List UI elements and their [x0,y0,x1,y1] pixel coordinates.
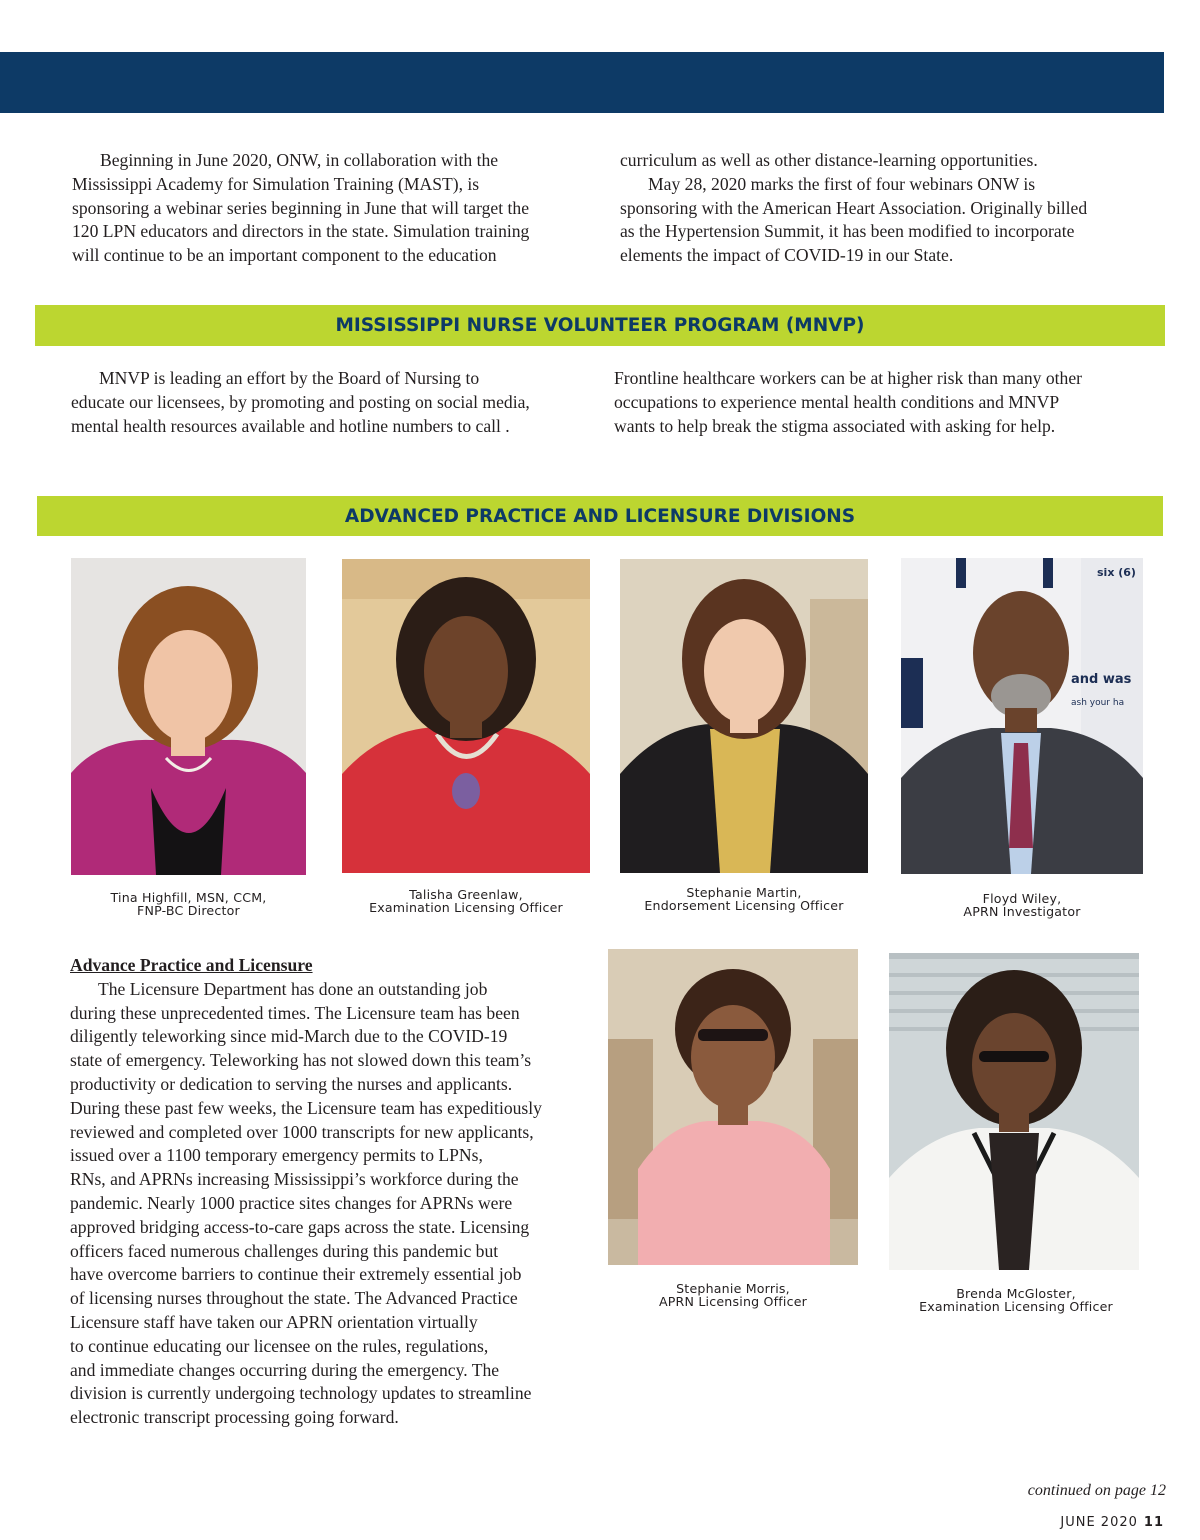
caption-title: Examination Licensing Officer [369,899,563,915]
licensure-line: officers faced numerous challenges during this pandemic but [70,1240,499,1261]
caption-tina-highfill [71,892,306,917]
mnvp-right-line: Frontline healthcare workers can be at higher risk than many other [614,368,1083,388]
intro-right-line: curriculum as well as other distance-learning opportunities. [620,150,1038,170]
caption-title: FNP-BC Director [137,902,240,918]
licensure-line: reviewed and completed over 1000 transcripts for new applicants, [70,1121,534,1142]
caption-floyd-wiley [901,893,1143,918]
mnvp-right-line: occupations to experience mental health conditions and MNVP [614,391,1060,412]
mnvp-left-column [71,367,601,438]
licensure-line: diligently teleworking since mid-March due to the COVID-19 [70,1026,508,1047]
intro-left-line: Beginning in June 2020, ONW, in collaboration with the [100,150,499,170]
licensure-line: productivity or dedication to serving the nurses and applicants. [70,1073,513,1094]
photo-tina-highfill [71,558,306,875]
licensure-line: during these unprecedented times. The Licensure team has been [70,1002,520,1023]
intro-left-line: will continue to be an important component to the education [72,245,497,266]
licensure-line: to continue educating our licensee on the rules, regulations, [70,1335,489,1356]
licensure-line: division is currently undergoing technology updates to streamline [70,1383,532,1404]
licensure-line: During these past few weeks, the Licensure team has expeditiously [70,1097,542,1118]
photo-talisha-greenlaw [342,559,590,873]
mnvp-heading-band [35,305,1165,346]
licensure-line: electronic transcript processing going forward. [70,1407,399,1428]
licensure-line: Licensure staff have taken our APRN orientation virtually [70,1311,478,1332]
licensure-line: and immediate changes occurring during the emergency. The [70,1359,500,1380]
poster-text-small: ash your ha [1071,698,1125,708]
caption-title: Examination Licensing Officer [919,1298,1113,1314]
caption-name: Talisha Greenlaw, [409,887,523,902]
caption-stephanie-morris [608,1283,858,1308]
intro-left-line: sponsoring a webinar series beginning in June that will target the [72,197,530,218]
caption-title: Endorsement Licensing Officer [644,897,844,913]
licensure-line: state of emergency. Teleworking has not slowed down this team’s [70,1050,532,1071]
licensure-line: have overcome barriers to continue their extremely essential job [70,1264,522,1285]
intro-right-column [620,149,1160,268]
intro-left-line: Mississippi Academy for Simulation Training (MAST), is [72,173,480,194]
advanced-heading-band [37,496,1163,536]
mnvp-left-line: mental health resources available and hotline numbers to call . [71,415,510,436]
intro-left-column [72,149,592,268]
licensure-line: issued over a 1100 temporary emergency permits to LPNs, [70,1145,483,1166]
licensure-article [70,954,600,1430]
caption-name: Stephanie Martin, [686,885,802,900]
page-number: 11 [1143,1515,1164,1530]
poster-text-top: six (6) [1097,566,1136,579]
licensure-line: The Licensure Department has done an outstanding job [98,978,488,999]
licensure-line: of licensing nurses throughout the state. The Advanced Practice [70,1288,518,1309]
continued-note: continued on page 12 [1027,1482,1166,1499]
caption-name: Tina Highfill, MSN, CCM, [110,890,267,905]
intro-right-line: sponsoring with the American Heart Association. Originally billed [620,197,1088,218]
caption-talisha-greenlaw [342,889,590,914]
licensure-line: approved bridging access-to-care gaps across the state. Licensing [70,1216,530,1237]
intro-right-line: elements the impact of COVID-19 in our State. [620,245,954,266]
advanced-heading: ADVANCED PRACTICE AND LICENSURE DIVISIONS [344,505,856,527]
licensure-subheading: Advance Practice and Licensure [70,955,313,975]
photo-brenda-mcgloster [889,953,1139,1270]
caption-name: Brenda McGloster, [956,1286,1076,1301]
mnvp-heading: MISSISSIPPI NURSE VOLUNTEER PROGRAM (MNVP) [335,315,865,336]
mnvp-right-line: wants to help break the stigma associated with asking for help. [614,415,1056,436]
intro-right-line: May 28, 2020 marks the first of four webinars ONW is [648,173,1036,194]
mnvp-right-column [614,367,1154,438]
header-bar [0,52,1164,113]
photo-floyd-wiley [901,558,1143,874]
photo-stephanie-martin [620,559,868,873]
photo-stephanie-morris [608,949,858,1265]
caption-brenda-mcgloster [889,1288,1143,1313]
licensure-line: pandemic. Nearly 1000 practice sites changes for APRNs were [70,1192,513,1213]
licensure-line: RNs, and APRNs increasing Mississippi’s workforce during the [70,1169,519,1190]
mnvp-left-line: MNVP is leading an effort by the Board of Nursing to [99,368,480,388]
caption-name: Stephanie Morris, [676,1281,790,1296]
poster-text-mid: and was [1071,672,1132,687]
mnvp-left-line: educate our licensees, by promoting and posting on social media, [71,391,530,412]
footer-issue: JUNE 2020 [1060,1515,1138,1530]
caption-name: Floyd Wiley, [982,891,1062,906]
page-footer [1060,1515,1164,1530]
intro-left-line: 120 LPN educators and directors in the state. Simulation training [72,221,530,242]
caption-stephanie-martin [620,887,868,912]
caption-title: APRN Licensing Officer [658,1293,808,1309]
intro-right-line: as the Hypertension Summit, it has been modified to incorporate [620,221,1075,242]
caption-title: APRN Investigator [963,903,1081,919]
